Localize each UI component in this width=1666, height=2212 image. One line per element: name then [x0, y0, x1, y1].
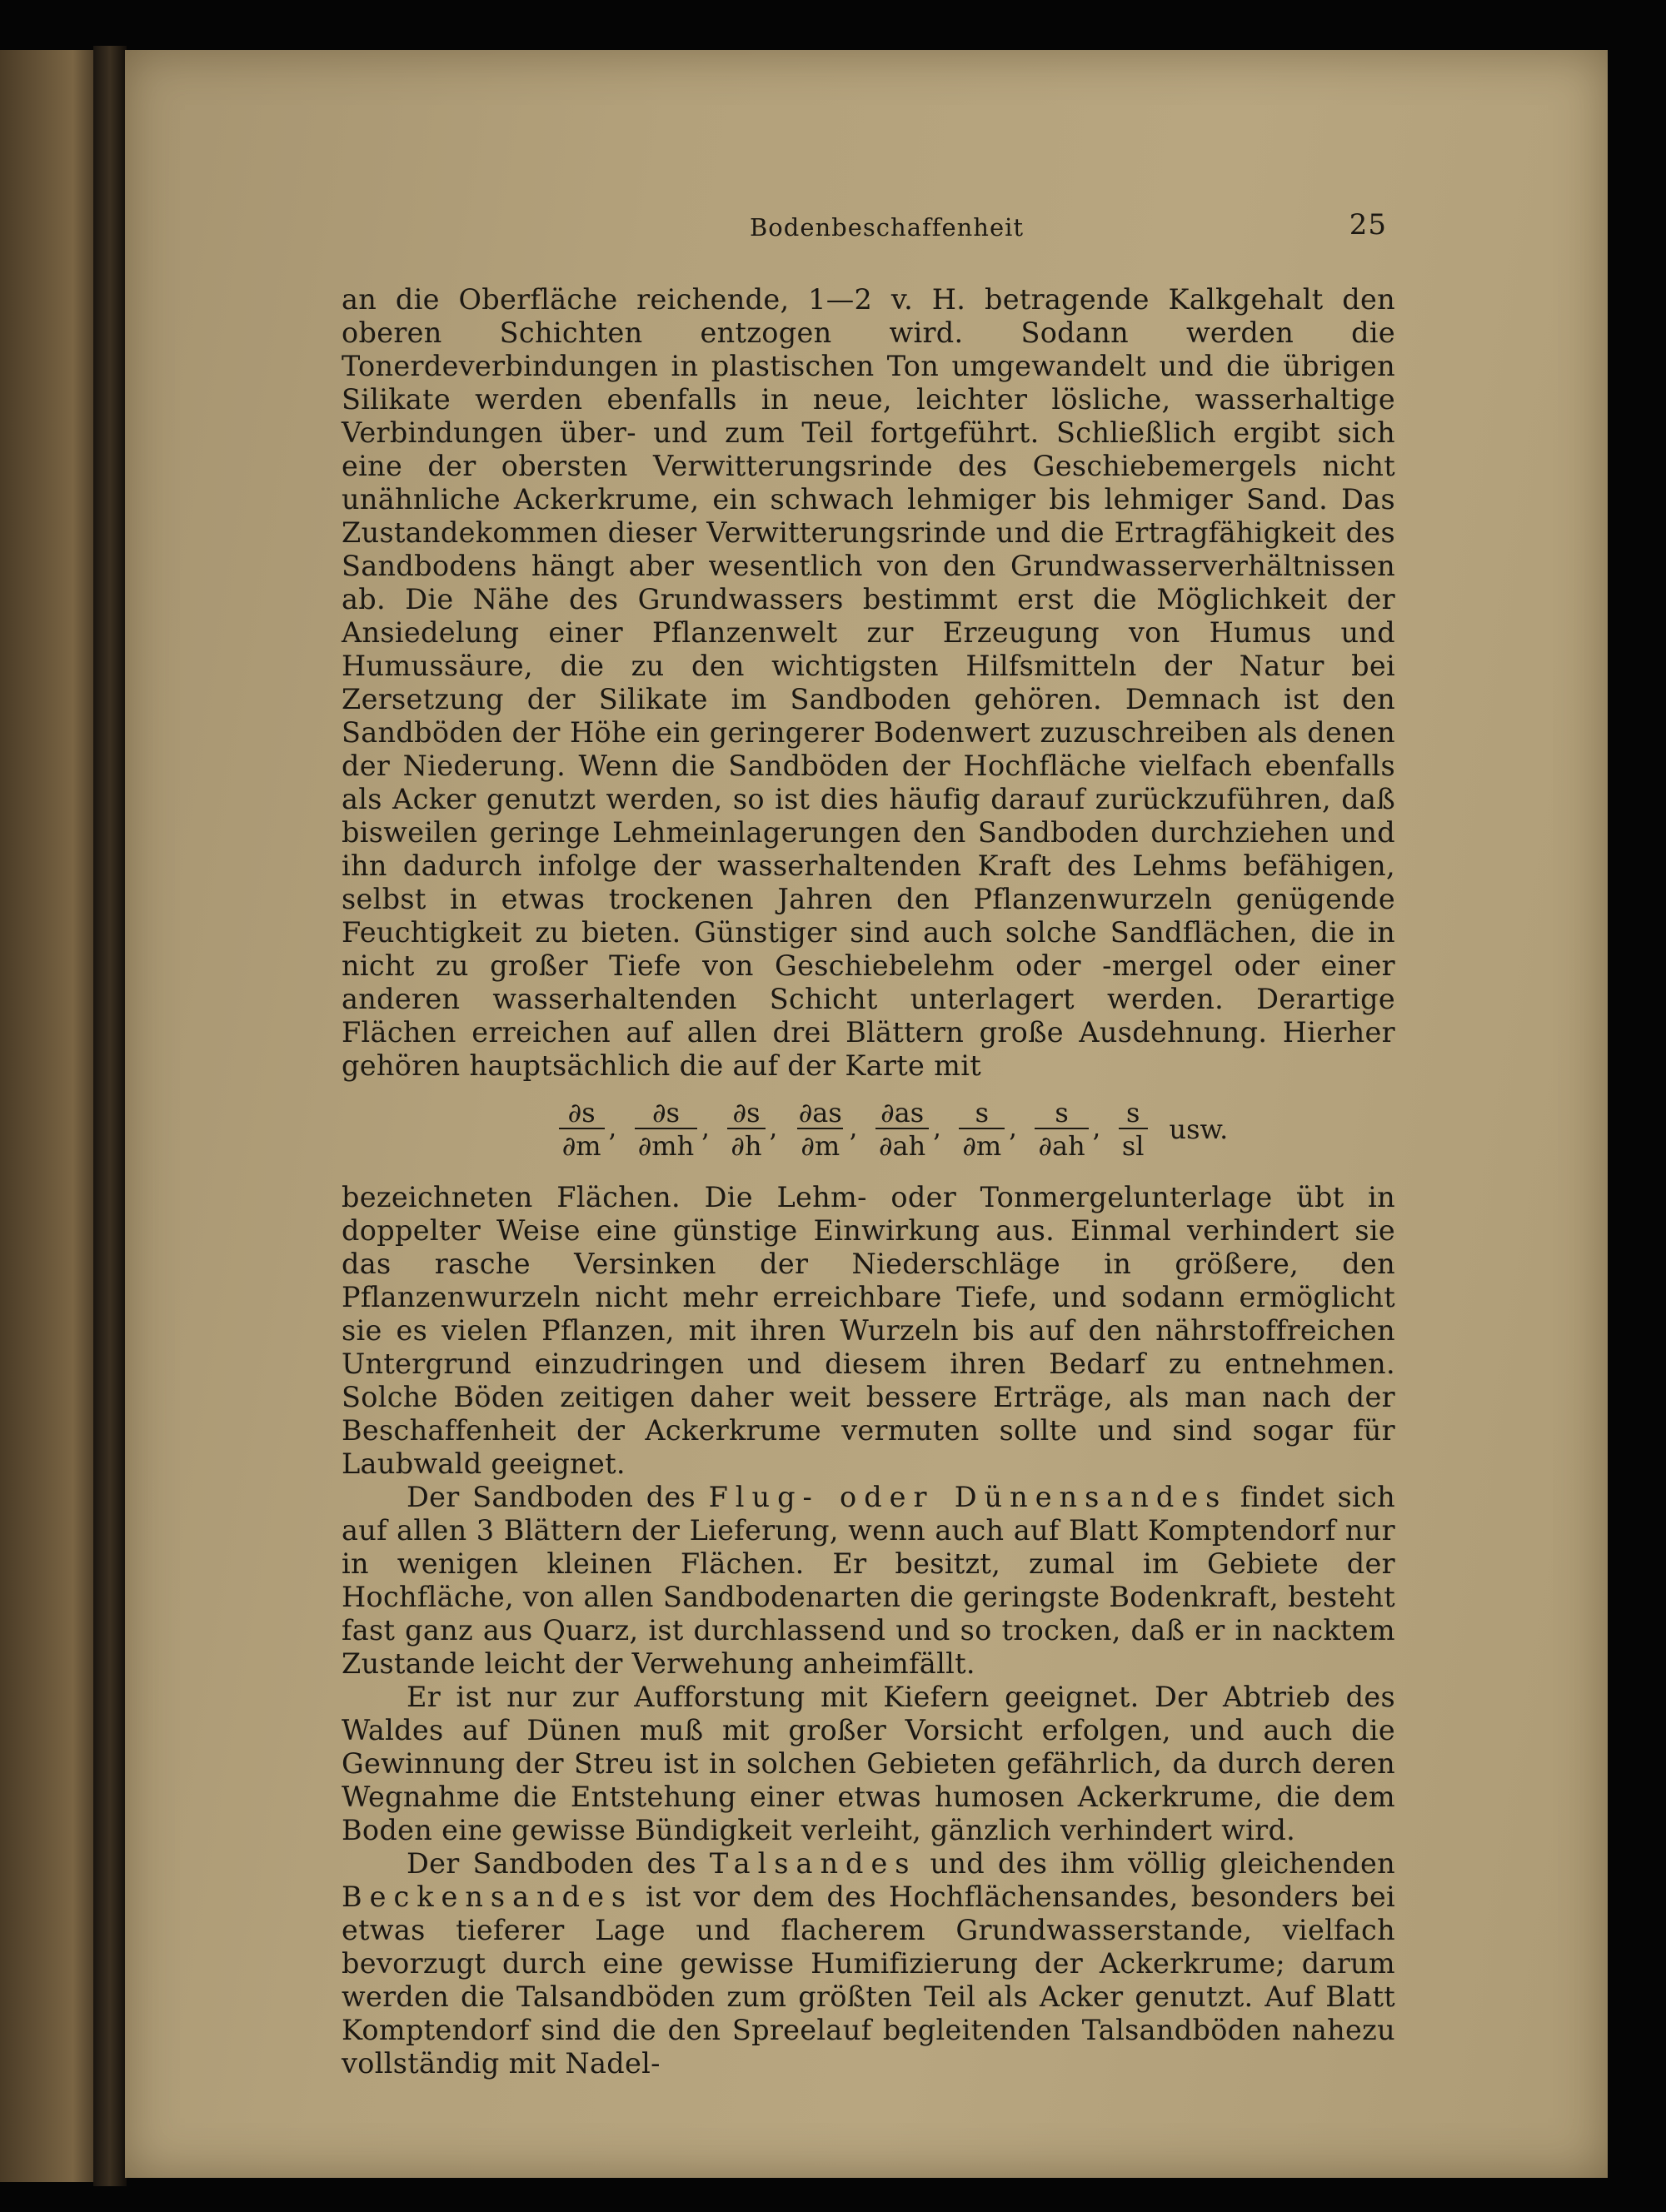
fraction-separator: ’ [932, 1128, 941, 1159]
paragraph-3-rest: findet sich auf allen 3 Blättern der Lieferung, wenn auch auf Blatt Komptendorf nur in wenigen kleinen Flächen. Er besitzt, zumal im Gebiete der Hochfläche, von allen Sandbodenarten die geringste Bodenkraft, besteht fast ganz aus Quarz, ist durchlassend und so trocken, daß er in nacktem Zustande leicht der Verwehung anheimfällt. [342, 1481, 1395, 1680]
fraction-denominator: ∂m [797, 1128, 843, 1161]
fraction-numerator: s [975, 1097, 990, 1128]
paragraph-2: bezeichneten Flächen. Die Lehm- oder Tonmergelunterlage übt in doppelter Weise eine günstige Einwirkung aus. Einmal verhindert sie das rasche Versinken der Niederschläge in größere, den Pflanzenwurzeln nicht mehr erreichbare Tiefe, und sodann ermöglicht sie es vielen Pflanzen, mit ihren Wurzeln bis auf den nährstoffreichen Untergrund einzudringen und diesem ihren Bedarf zu entnehmen. Solche Böden zeitigen daher weit bessere Erträge, als man nach der Beschaffenheit der Ackerkrume vermuten sollte und sind sogar für Laubwald geeignet. [342, 1181, 1395, 1480]
fraction-numerator: ∂as [798, 1097, 842, 1128]
formula-fraction [959, 1098, 1005, 1161]
page-number: 25 [1349, 208, 1387, 242]
formula-fraction [727, 1098, 765, 1161]
fraction-denominator: ∂m [559, 1128, 605, 1161]
fraction-numerator: ∂s [567, 1097, 596, 1128]
fraction-separator: ’ [1008, 1128, 1017, 1159]
fraction-denominator: sl [1119, 1128, 1148, 1161]
formula-fraction [635, 1098, 698, 1161]
page-content [342, 208, 1395, 2080]
fraction-separator: ’ [1091, 1128, 1100, 1159]
facing-page-edge [0, 50, 104, 2182]
term-flugsand: Flug- oder Dünensandes [708, 1481, 1228, 1513]
formula-fraction [1119, 1098, 1148, 1161]
fraction-denominator: ∂ah [875, 1128, 929, 1161]
fraction-numerator: ∂as [880, 1097, 925, 1128]
paragraph-3 [342, 1481, 1395, 1681]
paragraph-4: Er ist nur zur Aufforstung mit Kiefern geeignet. Der Abtrieb des Waldes auf Dünen muß mit großer Vorsicht erfolgen, und auch die Gewinnung der Streu ist in solchen Gebieten gefährlich, da durch deren Wegnahme die Entstehung einer etwas humosen Ackerkrume, die dem Boden eine gewisse Bündigkeit verleiht, gänzlich verhindert wird. [342, 1681, 1395, 1846]
formula-suffix: usw. [1169, 1113, 1229, 1145]
term-beckensand: Beckensandes [342, 1881, 634, 1913]
fraction-numerator: ∂s [732, 1097, 761, 1128]
paragraph-3-start: Der Sandboden des [407, 1481, 696, 1513]
formula-fraction [559, 1098, 605, 1161]
paragraph-1: an die Oberfläche reichende, 1—2 v. H. betragende Kalkgehalt den oberen Schichten entzogen wird. Sodann werden die Tonerdeverbindungen in plastischen Ton umgewandelt und die übrigen Silikate werden ebenfalls in neue, leichter lösliche, wasserhaltige Verbindungen über- und zum Teil fortgeführt. Schließlich ergibt sich eine der obersten Verwitterungsrinde des Geschiebemergels nicht unähnliche Ackerkrume, ein schwach lehmiger bis lehmiger Sand. Das Zustandekommen dieser Verwitterungsrinde und die Ertragfähigkeit des Sandbodens hängt aber wesentlich von den Grundwasserverhältnissen ab. Die Nähe des Grundwassers bestimmt erst die Möglichkeit der Ansiedelung einer Pflanzenwelt zur Erzeugung von Humus und Humussäure, die zu den wichtigsten Hilfsmitteln der Natur bei Zersetzung der Silikate im Sandboden gehören. Demnach ist den Sandböden der Höhe ein geringerer Bodenwert zuzuschreiben als denen der Niederung. Wenn die Sandböden der Hochfläche vielfach ebenfalls als Acker genutzt werden, so ist dies häufig darauf zurückzuführen, daß bisweilen geringe Lehmeinlagerungen den Sandboden durchziehen und ihn dadurch infolge der wasserhaltenden Kraft des Lehms befähigen, selbst in etwas trockenen Jahren den Pflanzenwurzeln genügende Feuchtigkeit zu bieten. Günstiger sind auch solche Sandflächen, die in nicht zu großer Tiefe von Geschiebelehm oder -mergel oder einer anderen wasserhaltenden Schicht unterlagert werden. Derartige Flächen erreichen auf allen drei Blättern große Ausdehnung. Hierher gehören hauptsächlich die auf der Karte mit [342, 283, 1395, 1082]
fraction-numerator: ∂s [652, 1097, 680, 1128]
paragraph-5-mid: und des ihm völlig gleichenden [930, 1847, 1396, 1880]
soil-symbol-formula [342, 1098, 1395, 1161]
term-talsand: Talsandes [709, 1847, 917, 1880]
paragraph-5-start: Der Sandboden des [407, 1847, 696, 1880]
fraction-separator: ’ [848, 1128, 857, 1159]
fraction-denominator: ∂mh [635, 1128, 698, 1161]
fraction-numerator: s [1125, 1097, 1140, 1128]
running-header [342, 208, 1395, 250]
formula-fraction [796, 1098, 845, 1161]
paragraph-5-rest: ist vor dem des Hochflächensandes, besonders bei etwas tieferer Lage und flacherem Grundwasserstande, vielfach bevorzugt durch eine gewisse Humifizierung der Ackerkrume; darum werden die Talsandböden zum größten Teil als Acker genutzt. Auf Blatt Komptendorf sind die den Spreelauf begleitenden Talsandböden nahezu vollständig mit Nadel- [342, 1881, 1396, 2080]
fraction-numerator: s [1055, 1097, 1069, 1128]
formula-fraction [875, 1098, 929, 1161]
paragraph-5 [342, 1847, 1395, 2080]
formula-fraction [1035, 1098, 1088, 1161]
header-title: Bodenbeschaffenheit [750, 213, 1025, 242]
fraction-separator: ’ [701, 1128, 710, 1159]
fraction-separator: ’ [607, 1128, 616, 1159]
fraction-denominator: ∂ah [1035, 1128, 1088, 1161]
fraction-denominator: ∂h [727, 1128, 765, 1161]
fraction-denominator: ∂m [959, 1128, 1005, 1161]
book-gutter [93, 46, 127, 2186]
fraction-separator: ’ [768, 1128, 777, 1159]
